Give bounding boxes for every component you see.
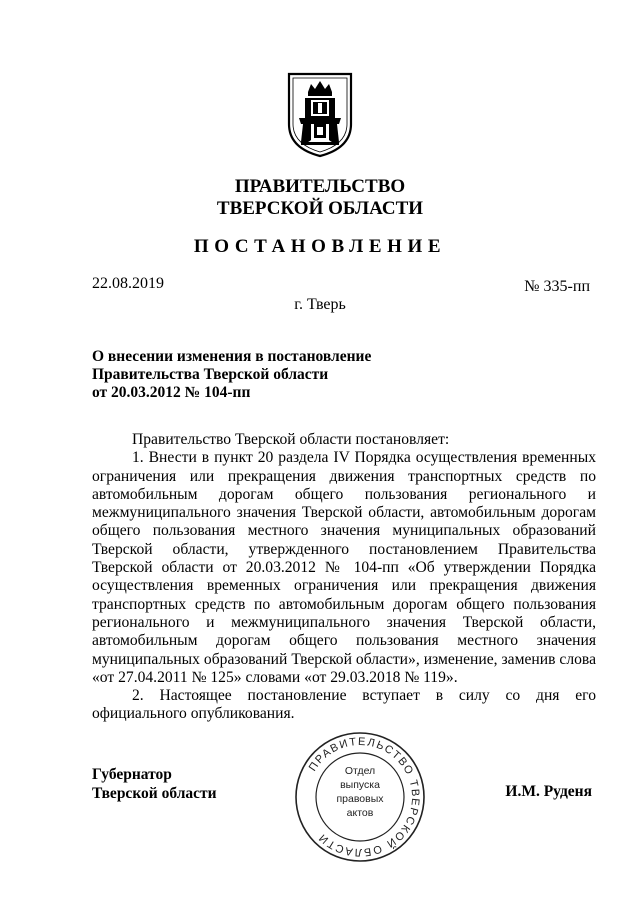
organization-name-line1: ПРАВИТЕЛЬСТВО: [234, 176, 406, 197]
stamp-ring-text: ПРАВИТЕЛЬСТВО ТВЕРСКОЙ ОБЛАСТИ: [306, 735, 422, 859]
document-date: 22.08.2019: [92, 275, 164, 292]
signatory-name: И.М. Руденя: [505, 783, 592, 800]
document-subject: [92, 348, 412, 402]
stamp-line: выпуска: [340, 779, 380, 791]
stamp-inner-text: [292, 764, 428, 820]
signatory-title: [92, 766, 217, 803]
subject-line: О внесении изменения в постановление: [92, 348, 372, 365]
document-city: г. Тверь: [294, 296, 346, 313]
stamp-line: Отдел: [344, 765, 376, 777]
document-body: [92, 431, 596, 724]
document-type: ПОСТАНОВЛЕНИЕ: [193, 236, 447, 257]
stamp-line: правовых: [336, 793, 384, 805]
body-intro: Правительство Тверской области постановляет:: [132, 431, 450, 448]
signatory-title-line: Тверской области: [92, 784, 217, 802]
signatory-title-line: Губернатор: [92, 766, 172, 783]
tver-coat-of-arms-icon: [287, 72, 353, 158]
subject-line: Правительства Тверской области: [92, 366, 329, 383]
organization-name-line2: ТВЕРСКОЙ ОБЛАСТИ: [216, 198, 424, 219]
body-item-1: 1. Внести в пункт 20 раздела IV Порядка осуществления временных ограничения или прекращения движения транспортных средств по автомобильным дорогам общего пользования регионального и межмуниципального значения Тверской области, автомобильным дорогам общего пользования местного значения муниципальных образований Тверской области, утвержденного постановлением Правительства Тверской области от 20.03.2012 № 104-пп «Об утверждении Порядка осуществления временных ограничения или прекращения движения транспортных средств по автомобильным дорогам общего пользования регионального и межмуниципального значения Тверской области, автомобильным дорогам общего пользования местного значения муниципальных образований Тверской области», изменение, заменив слова «от 27.04.2011 № 125» словами «от 29.03.2018 № 119».: [92, 449, 596, 686]
body-item-2: 2. Настоящее постановление вступает в силу со дня его официального опубликования.: [92, 687, 596, 723]
document-number: № 335-пп: [524, 278, 590, 295]
stamp-line: актов: [346, 807, 374, 819]
subject-line: от 20.03.2012 № 104-пп: [92, 384, 251, 401]
